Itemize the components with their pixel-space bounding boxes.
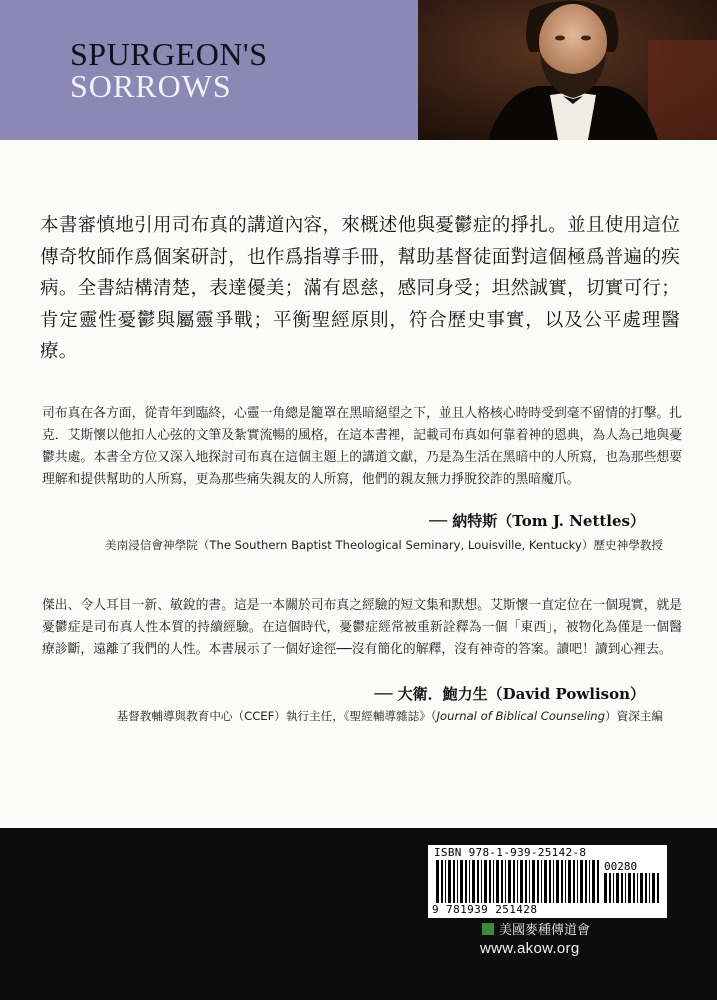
- endorsement-2-affiliation: [117, 708, 663, 724]
- barcode-bar: [484, 860, 487, 903]
- barcode-bar: [529, 860, 530, 903]
- barcode-bar: [637, 873, 638, 903]
- barcode-bar: [448, 860, 451, 903]
- barcode-bar: [453, 860, 455, 903]
- barcode-bar: [657, 873, 659, 903]
- barcode-bar: [517, 860, 518, 903]
- price-code: 00280: [604, 860, 638, 873]
- intro-paragraph: 本書審慎地引用司布真的講道內容，來概述他與憂鬱症的掙扎。並且使用這位傳奇牧師作爲個案研討，也作爲指導手冊，幫助基督徒面對這個極爲普遍的疾病。全書結構清楚，表達優美；滿有恩慈，感同身受；坦然誠實，切實可行；肯定靈性憂鬱與屬靈爭戰；平衡聖經原則，符合歷史事實，以及公平處理醫療。: [40, 215, 680, 362]
- barcode-bar: [577, 860, 578, 903]
- barcode-bar: [609, 873, 611, 903]
- barcode-bar: [652, 873, 655, 903]
- barcode-bar: [477, 860, 479, 903]
- barcode-digits: 9 781939 251428: [432, 903, 538, 916]
- endorsement-1-signature: ── 納特斯（Tom J. Nettles）: [429, 512, 645, 530]
- isbn-label: ISBN 978-1-939-25142-8: [434, 846, 587, 859]
- barcode-bar: [472, 860, 475, 903]
- barcode-bar: [585, 860, 587, 903]
- barcode-bar: [604, 873, 607, 903]
- publisher-name: 美國麥種傳道會: [499, 923, 591, 938]
- barcode-bar: [465, 860, 467, 903]
- barcode-bar: [505, 860, 506, 903]
- barcode-bar: [541, 860, 542, 903]
- barcode-box: [428, 845, 667, 918]
- barcode-bar: [553, 860, 554, 903]
- journal-title: Journal of Biblical Counseling: [436, 709, 606, 723]
- barcode-bar: [621, 873, 623, 903]
- barcode-bar: [640, 873, 643, 903]
- endorsement-1-text: 司布真在各方面，從青年到臨終，心靈一角總是籠罩在黑暗絕望之下，並且人格核心時時受到毫不留情的打擊。扎克．艾斯懷以他扣人心弦的文筆及紮實流暢的風格，在這本書裡，記載司布真如何靠着神的恩典，為人為己地與憂鬱共處。本書全方位又深入地探討司布真在這個主題上的講道文獻，乃是為生活在黑暗中的人所寫，也為那些想要理解和提供幫助的人所寫，更為那些痛失親友的人所寫，他們的親友無力掙脫狡詐的黑暗魔爪。: [42, 406, 682, 487]
- barcode-bar: [649, 873, 650, 903]
- barcode-bar: [508, 860, 511, 903]
- affiliation-2-part-b: ）資深主編: [605, 709, 663, 723]
- title-band: [0, 0, 418, 140]
- barcode-bar: [561, 860, 563, 903]
- barcode-bar: [441, 860, 443, 903]
- publisher-logo-icon: [482, 923, 494, 935]
- barcode-bar: [645, 873, 647, 903]
- barcode-bar: [573, 860, 575, 903]
- barcode-bar: [597, 860, 599, 903]
- barcode-bar: [532, 860, 535, 903]
- barcode-bar: [496, 860, 499, 903]
- barcode-bar: [501, 860, 503, 903]
- barcode-bar: [445, 860, 446, 903]
- endorsement-1-affiliation: 美南浸信會神學院（The Southern Baptist Theological Seminary, Louisville, Kentucky）歷史神學教授: [105, 538, 663, 552]
- barcode-bar: [460, 860, 463, 903]
- barcode-bar: [549, 860, 551, 903]
- title-line-1: SPURGEON'S: [70, 36, 268, 72]
- title-line-2: SORROWS: [70, 68, 232, 104]
- publisher-website: www.akow.org: [480, 940, 580, 957]
- barcode-bar: [592, 860, 595, 903]
- barcode-bar: [481, 860, 482, 903]
- barcode-bar: [568, 860, 571, 903]
- barcode-bar: [556, 860, 559, 903]
- spurgeon-portrait: [418, 0, 717, 140]
- barcode-bar: [580, 860, 583, 903]
- barcode-bar: [520, 860, 523, 903]
- barcode-bar: [633, 873, 635, 903]
- barcode-bar: [436, 860, 439, 903]
- barcode-bar: [513, 860, 515, 903]
- barcode-bar: [537, 860, 539, 903]
- cover-header: [0, 0, 717, 140]
- portrait-image: [418, 0, 717, 140]
- endorsement-2-signature: ── 大衛．鮑力生（David Powlison）: [374, 685, 645, 703]
- barcode-bar: [544, 860, 547, 903]
- barcode-bar: [525, 860, 527, 903]
- barcode-bar: [616, 873, 619, 903]
- barcode-bar: [589, 860, 590, 903]
- barcode-bar: [625, 873, 626, 903]
- barcode-bar: [493, 860, 494, 903]
- barcode-bar: [469, 860, 470, 903]
- barcode-bar: [489, 860, 491, 903]
- affiliation-2-part-a: 基督教輔導與教育中心（CCEF）執行主任，《聖經輔導雜誌》（: [116, 709, 437, 723]
- barcode-bar: [613, 873, 614, 903]
- barcode-bar: [565, 860, 566, 903]
- endorsement-2-text: 傑出、令人耳目一新、敏銳的書。這是一本關於司布真之經驗的短文集和默想。艾斯懷一直定位在一個現實，就是憂鬱症是司布真人性本質的持續經驗。在這個時代，憂鬱症經常被重新詮釋為一個「東西」，被物化為僅是一個醫療診斷，遠離了我們的人性。本書展示了一個好途徑──沒有簡化的解釋，沒有神奇的答案。讀吧！讀到心裡去。: [42, 598, 682, 657]
- publisher: [482, 919, 590, 938]
- barcode-bar: [457, 860, 458, 903]
- barcode-bar: [628, 873, 631, 903]
